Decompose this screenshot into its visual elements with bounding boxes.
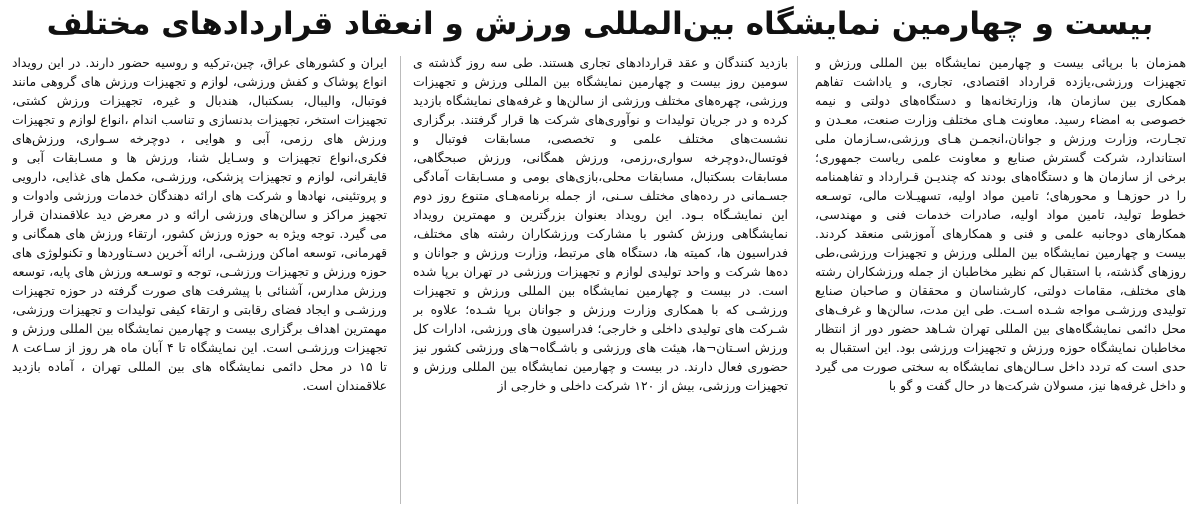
article-column-3: ایران و کشورهای عراق، چین،ترکیه و روسیه حضور دارند. در این رویداد انواع پوشاک و کفش ورزشی، لوازم و تجهیزات ورزش های گروهی مانند فوتبال، والیبال، بسکتبال، هندبال و غیره، تجهیزات ورزش کشتی، تجهیزات استخر، تجهیزات بدنسازی و تناسب اندام ،انواع لوازم و تجهیزات ورزش های رزمی، آبی و هوایی ، دوچرخه سـواری، ورزش‌های فکری،انواع تجهیزات و وسـایل شنا، ورزش ها و مسـابقات آبی و قایقرانی، لوازم و تجهیزات پزشکی، ورزشـی، مکمل های غذایی، دارویی و پروتئینی، نهادها و شرکت های ارائه دهندگان خدمات ورزشی وادوات و تجهیز مراکز و سالن‌های ورزشی ارائه و در معرض دید علاقمندان قرار می گیرد. توجه ویژه به حوزه ورزش کشور، ارتقاء ورزش های همگانی و قهرمانی، توسعه اماکن ورزشـی، ارائه آخرین دسـتاوردها و تکنولوژی های حوزه ورزش و تجهیزات ورزشـی، توجه و توسـعه ورزش های پایه، توسعه ورزش مدارس، آشنائی با پیشرفت های صورت گرفته در حوزه تجهیزات ورزشـی و ایجاد فضای رقابتی و ارتقاء کیفی تولیدات و تجهیزات ورزشی، مهمترین اهداف برگزاری بیست و چهارمین نمایشگاه بین المللی ورزش و تجهیزات ورزشـی است. این نمایشگاه تا ۴ آبان ماه هر روز از سـاعت ۸ تا ۱۵ در محل دائمی نمایشگاه های بین المللی تهران ، آماده بازدید علاقمندان است. xyxy=(12,55,387,393)
article-column-2: بازدید کنندگان و عقد قراردادهای تجاری هستند. طی سه روز گذشته ی سومین روز بیست و چهارمین نمایشگاه بین المللی ورزش و تجهیزات ورزشی، چهره‌های مختلف ورزشی از سالن‌ها و غرفه‌های نمایشگاه بازدید کرده و در جریان تولیدات و نوآوری‌های شرکت ها قرار گرفتند. برگزاری نشست‌های مختلف علمی و تخصصی، مسابقات فوتبال و فوتسال،دوچرخه سواری،رزمی، ورزش همگانی، ورزش صبحگاهی، مسابقات بسکتبال، مسابقات محلی،بازی‌های بومی و مسـابقات آمادگی جسـمانی در رده‌های مختلف سـنی، از جمله برنامه‌هـای متنوع روز دوم این نمایشـگاه بـود. این رویداد بعنوان بزرگترین و مهمترین رویداد نمایشگاهی ورزش کشور با مشارکت ورزشکاران رشته های مختلف، فدراسیون ها، کمیته ها، دستگاه های مرتبط، وزارت ورزش و جوانان و ده‌ها شرکت و واحد تولیدی لوازم و تجهیزات ورزشی در تهران برپا شده است. در بیست و چهارمین نمایشگاه بین المللی ورزش و تجهیزات ورزشـی که با همکاری وزارت ورزش و جوانان برپا شـده؛ علاوه بر شـرکت های تولیدی داخلی و خارجی؛ فدراسیون های ورزشی، ادارات کل ورزش اسـتان¬ها، هیئت های ورزشی و باشـگاه¬های ورزشی کشور نیز حضوری فعال دارند. در بیست و چهارمین نمایشگاه بین المللی ورزش و تجهیزات ورزشی، بیش از ۱۲۰ شرکت داخلی و خارجی از xyxy=(413,55,788,393)
column-divider xyxy=(797,56,798,504)
article-column-1: همزمان با برپائی بیست و چهارمین نمایشگاه بین المللی ورزش و تجهیزات ورزشی،یازده قرارداد اقتصادی، تجاری، و یاداشت تفاهم همکاری بین سازمان ها، وزارتخانه‌ها و دستگاه‌های دولتی و نیمه خصوصی به امضاء رسید. معاونت هـای مختلف وزارت صنعت، معـدن و تجـارت، وزارت ورزش و جوانان،انجمـن هـای ورزشی،سـازمان ملی استاندارد، شرکت گسترش صنایع و معاونت علمی ریاست جمهوری؛ برخی از سازمان ها و دستگاه‌های بودند که چندیـن قـرارداد و تفاهمنامه را در حوزهـا و محورهای؛ تامین مواد اولیه، تسهیـلات مالی، توسـعه خطوط تولید، تامین مواد اولیه، صادرات خدمات فنی و مهندسی، همکارهای دوجانبه علمی و فنی و همکارهای آموزشی منعقد کردند. بیست و چهارمین نمایشگاه بین المللی ورزش و تجهیزات ورزشی،طی روزهای گذشته، با استقبال کم نظیر مخاطبان از جمله ورزشکاران رشته های مختلف، مقامات دولتی، کارشناسان و محققان و صاحبان صنایع تولیدی ورزشـی مواجه شـده اسـت. طی این مدت، سالن‌ها و غرف‌های محل دائمی نمایشگاه‌های بین المللی تهران شـاهد حضور دور از انتظار مخاطبان نمایشگاه حوزه ورزش و تجهیزات ورزشی بود. این استقبال به حدی است که تردد داخل سـالن‌های نمایشگاه به سختی صورت می گیرد و داخل غرفه‌ها نیز، مسولان شرکت‌ها در حال گفت و گو با xyxy=(815,55,1186,393)
headline: بیست و چهارمین نمایشگاه بین‌المللی ورزش و انعقاد قراردادهای مختلف xyxy=(46,6,1154,42)
column-divider xyxy=(400,56,401,504)
